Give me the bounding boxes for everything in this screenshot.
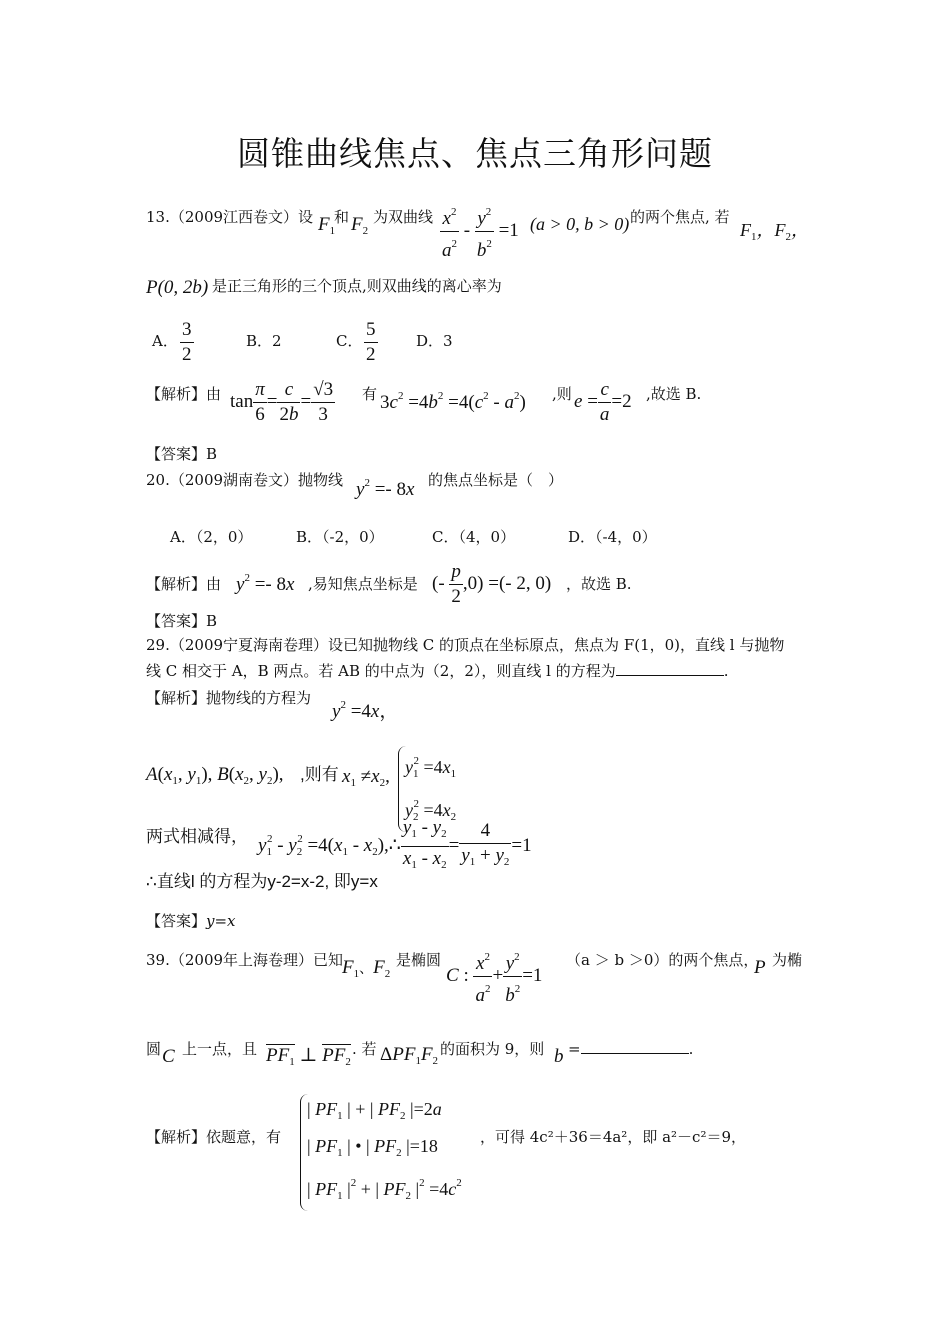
q13-condition: (a > 0, b > 0): [530, 214, 630, 234]
q39-result: ，可得 4c²＋36＝4a²，即 a²－c²＝9，: [480, 1128, 746, 1146]
q20-tail: 的焦点坐标是（ ）: [428, 471, 564, 489]
q39-line2-b: 上一点，且: [182, 1040, 258, 1058]
q29-subtract-label: 两式相减得，: [146, 827, 248, 846]
q13-option-d[interactable]: D．3: [416, 332, 453, 350]
q13-option-c[interactable]: C．: [336, 332, 363, 350]
q29-answer: 【答案】y=x: [146, 912, 236, 930]
q20-solution-label: 【解析】由: [146, 575, 222, 593]
q39-ellipse-equation: C : $\frac{x^2}{a^2}$ + $\frac{y^2}{b^2}$ =1: [446, 945, 542, 1008]
q39-area: 的面积为 9，则: [440, 1040, 545, 1058]
q13-and: 和: [334, 208, 350, 226]
q29-system: $y_1^2 =4x_1$ $y_2^2 =4x_2$: [398, 746, 456, 832]
q39-perpendicular: $PF_1$ ⊥ $PF_2$: [266, 1045, 351, 1068]
q39-condition: （a ＞ b ＞0）的两个焦点，: [566, 951, 759, 969]
q20-option-b[interactable]: B．（-2，0）: [296, 528, 384, 546]
q39-solution-label: 【解析】依题意，有: [146, 1128, 282, 1146]
q20-conclusion: ，故选 B.: [566, 575, 632, 593]
q13-ze: ,则: [552, 385, 572, 403]
q20-option-d[interactable]: D．（-4，0）: [568, 528, 657, 546]
q29-subtract-math: $y_1^2 - y_2^2 =4(x_1$ - $x_2),\therefore$ $\frac{y_1 - y_2}{x_1 - x_2}$ = $\frac{4}{y_1 + y_2}$ =1: [258, 817, 532, 871]
q20-option-a[interactable]: A．（2，0）: [170, 528, 253, 546]
q39-triangle: $\Delta PF_1F_2$: [380, 1044, 439, 1067]
q13-relation: $3c^2 =4b^2 =4(c^2 - a^2)$: [380, 390, 526, 413]
q13-foci: $F_1$，$F_2$，: [740, 220, 809, 243]
q39-wei: 为椭: [772, 951, 803, 969]
q29-parabola: $y^2 =4x$，: [332, 699, 399, 722]
q13-line2: 是正三角形的三个顶点,则双曲线的离心率为: [212, 277, 502, 295]
q39-b: b: [554, 1046, 564, 1067]
q29-points: $A(x_1$, $y_1$), $B(x_2$, $y_2$),: [146, 764, 284, 787]
q39-curve-c: C: [162, 1046, 175, 1067]
q20-answer: 【答案】B: [146, 612, 218, 630]
q20-head: 20.（2009湖南卷文）抛物线: [146, 471, 344, 489]
q39-shi: 是椭圆: [396, 951, 442, 969]
q13-point-p: P(0, 2b): [146, 277, 209, 298]
q20-solution-mid: ,易知焦点坐标是: [308, 575, 418, 593]
q13-hyperbola-label: 为双曲线: [373, 208, 434, 226]
q13-option-a-value: $\frac{3}{2}$: [182, 319, 192, 365]
q29-line1: 29.（2009宁夏海南卷理）设已知抛物线 C 的顶点在坐标原点，焦点为 F(1，0)，直线 l 与抛物: [146, 636, 785, 654]
q13-solution-math: tan $\frac{\pi}{6}$ = $\frac{c}{2b}$ = $\frac{√3}{3}$: [230, 379, 334, 425]
q20-equation: $y^2 =- 8x$: [356, 477, 415, 500]
q13-you: 有: [362, 385, 378, 403]
q13-head: 13.（2009江西卷文）设: [146, 208, 314, 226]
q39-point-p: P: [754, 957, 766, 978]
q29-line2: 线 C 相交于 A，B 两点。若 AB 的中点为（2，2），则直线 l 的方程为 .: [146, 662, 729, 680]
q13-option-b[interactable]: B．2: [246, 332, 282, 350]
q39-line2-a: 圆: [146, 1040, 162, 1058]
q13-f2: $F_2$: [351, 214, 369, 237]
q20-focus: (- $\frac{p}{2}$ ,0) =(- 2, 0): [432, 561, 552, 607]
q29-zeyou: ,则有: [300, 765, 339, 784]
q13-conclusion: ,故选 B.: [646, 385, 702, 403]
q13-option-a[interactable]: A．: [152, 332, 178, 350]
q13-hyperbola-equation: $\frac{x^2}{a^2}$ - $\frac{y^2}{b^2}$ =1: [440, 200, 519, 263]
q13-tail: 的两个焦点, 若: [630, 208, 730, 226]
q13-f1: $F_1$: [318, 214, 336, 237]
q39-foci: $F_1$、$F_2$: [342, 957, 391, 980]
q13-option-c-value: $\frac{5}{2}$: [366, 319, 376, 365]
q39-blank[interactable]: = .: [568, 1040, 694, 1058]
q29-solution-label: 【解析】抛物线的方程为: [146, 689, 312, 707]
q39-ruo: . 若: [352, 1040, 377, 1058]
q20-solution-eq: $y^2 =- 8x$: [236, 572, 295, 595]
q39-system: | $PF_1$ | + | $PF_2$ |=2a | $PF_1$ | • | $PF_2$ |=18 | $PF_1$ $|^2$ + | $PF_2$ $|^2 =4c^2$: [300, 1094, 462, 1211]
q29-conclusion: ∴直线l 的方程为y-2=x-2, 即y=x: [146, 872, 378, 891]
page-title: 圆锥曲线焦点、焦点三角形问题: [237, 134, 713, 173]
q20-option-c[interactable]: C．（4，0）: [432, 528, 516, 546]
q13-eccentricity: e = $\frac{c}{a}$ =2: [574, 379, 632, 425]
q39-head: 39.（2009年上海卷理）已知: [146, 951, 344, 969]
q29-neq: $x_1 \ne x_2$,: [342, 766, 390, 789]
q13-solution-label: 【解析】由: [146, 385, 222, 403]
q13-answer: 【答案】B: [146, 445, 218, 463]
